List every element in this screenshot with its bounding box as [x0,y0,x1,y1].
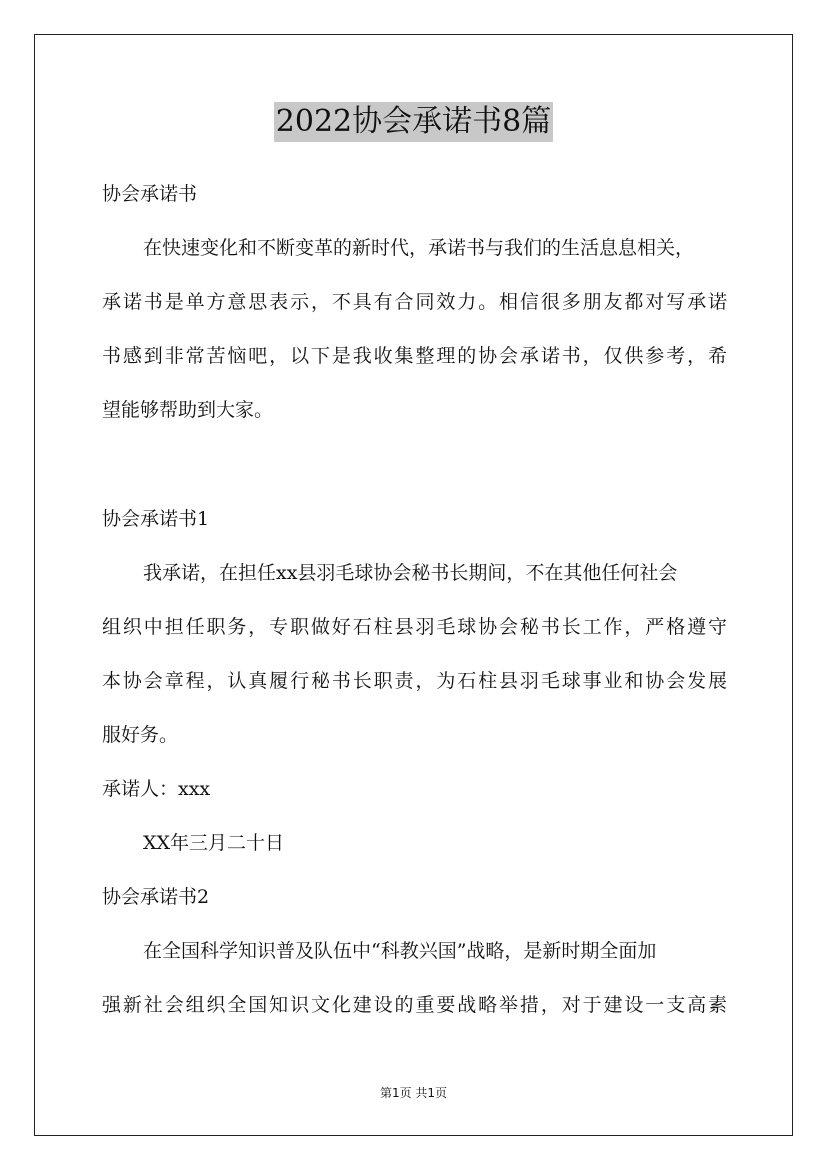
section1-date: XX年三月二十日 [143,832,285,854]
intro-heading: 协会承诺书 [102,183,198,205]
intro-line-1: 在快速变化和不断变革的新时代，承诺书与我们的生活息息相关， [143,237,695,259]
section1-heading: 协会承诺书1 [102,508,210,530]
page-footer: 第1页 共1页 [379,1086,448,1100]
section1-signer: 承诺人：xxx [102,778,211,800]
page-title: 2022协会承诺书8篇 [274,102,553,142]
section1-line-3: 本协会章程，认真履行秘书长职责，为石柱县羽毛球事业和协会发展 [102,670,727,692]
intro-line-4: 望能够帮助到大家。 [102,399,274,421]
title-container [0,102,827,142]
intro-line-3: 书感到非常苦恼吧，以下是我收集整理的协会承诺书，仅供参考，希 [102,345,727,367]
section2-heading: 协会承诺书2 [102,886,210,908]
section1-line-4: 服好务。 [102,724,179,746]
section2-line-1: 在全国科学知识普及队伍中“科教兴国”战略，是新时期全面加 [143,940,657,962]
intro-line-2: 承诺书是单方意思表示，不具有合同效力。相信很多朋友都对写承诺 [102,291,727,313]
section1-line-1: 我承诺，在担任xx县羽毛球协会秘书长期间，不在其他任何社会 [143,562,678,584]
section1-line-2: 组织中担任职务，专职做好石柱县羽毛球协会秘书长工作，严格遵守 [102,616,727,638]
section2-line-2: 强新社会组织全国知识文化建设的重要战略举措，对于建设一支高素 [102,994,727,1016]
